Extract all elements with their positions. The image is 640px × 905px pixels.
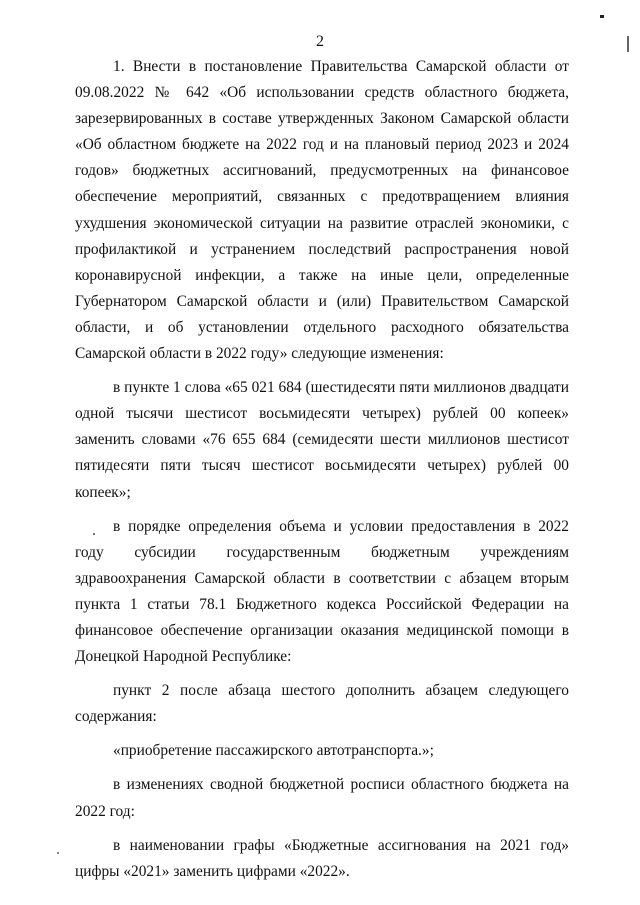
paragraph-amendment-intro: 1. Внести в постановление Правительства Самарской области от 09.08.2022 № 642 «Об использовании средств областного бюджета, зарезервированных в составе утвержденных Законом Самарской области «Об областном бюджете на 2022 год и на плановый период 2023 и 2024 годов» бюджетных ассигнований, предусмотренных на финансовое обеспечение мероприятий, связанных с предотвращением влияния ухудшения экономической ситуации на развитие отраслей экономики, с профилактикой и устранением последствий распространения новой коронавирусной инфекции, а также на иные цели, определенные Губернатором Самарской области и (или) Правительством Самарской области, и об установлении отдельного расходного обязательства Самарской области в 2022 году» следующие изменения: bbox=[75, 58, 569, 363]
paragraph-budget-changes: в изменениях сводной бюджетной росписи областного бюджета на 2022 год: bbox=[75, 776, 569, 820]
paragraph-amount-change: в пункте 1 слова «65 021 684 (шестидесяти пяти миллионов двадцати одной тысячи шестисот восьмидесяти четырех) рублей 00 копеек» заменить словами «76 655 684 (семидесяти шести миллионов шестисот пятидесяти пяти тысяч шестисот восьмидесяти четырех) рублей 00 копеек»; bbox=[75, 379, 569, 501]
paragraph-point-2: пункт 2 после абзаца шестого дополнить абзацем следующего содержания: bbox=[75, 682, 569, 726]
paragraph-subsidy-order: в порядке определения объема и условии предоставления в 2022 году субсидии государственным бюджетным учреждениям здравоохранения Самарской области в соответствии с абзацем вторым пункта 1 статьи 78.1 Бюджетного кодекса Российской Федерации на финансовое обеспечение организации оказания медицинской помощи в Донецкой Народной Республике: bbox=[75, 517, 569, 666]
page-number: 2 bbox=[316, 33, 324, 50]
scan-mark bbox=[600, 15, 604, 18]
scan-speck bbox=[57, 852, 59, 854]
paragraph-column-rename: в наименовании графы «Бюджетные ассигнования на 2021 год» цифры «2021» заменить цифрами «2022». bbox=[75, 836, 569, 880]
paragraph-quote: «приобретение пассажирского автотранспорта.»; bbox=[113, 742, 434, 760]
document-body bbox=[75, 54, 569, 893]
